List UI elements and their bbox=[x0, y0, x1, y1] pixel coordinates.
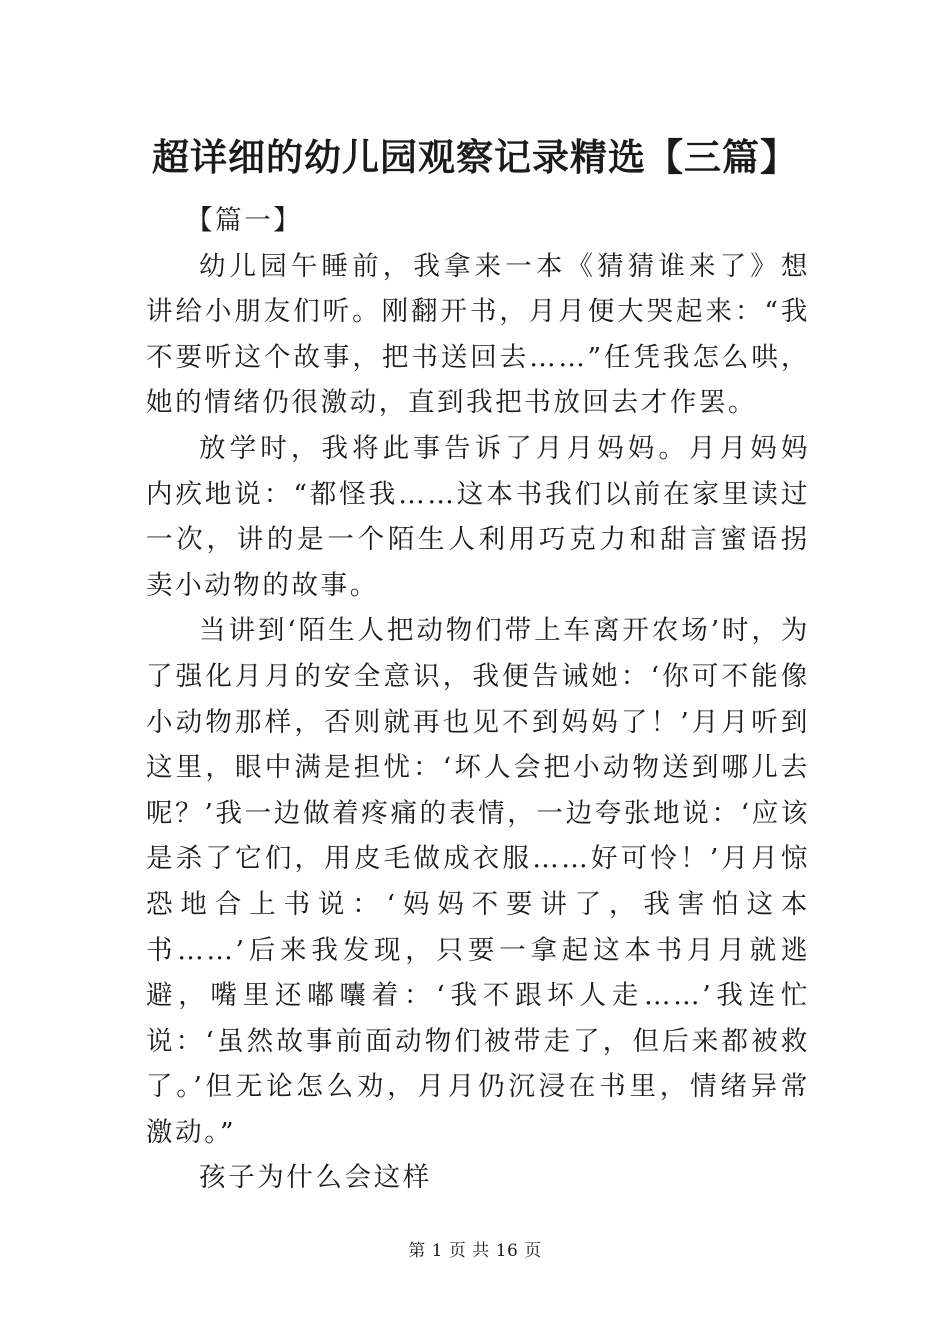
body-paragraph: 当讲到‘陌生人把动物们带上车离开农场’时，为了强化月月的安全意识，我便告诫她：‘你可不能像小动物那样，否则就再也见不到妈妈了！’月月听到这里，眼中满是担忧：‘坏人会把小动物送到哪儿去呢？’我一边做着疼痛的表情，一边夸张地说：‘应该是杀了它们，用皮毛做成衣服……好可怜！’月月惊恐地合上书说：‘妈妈不要讲了，我害怕这本书……’后来我发现，只要一拿起这本书月月就逃避，嘴里还嘟囔着：‘我不跟坏人走……’我连忙说：‘虽然故事前面动物们被带走了，但后来都被救了。’但无论怎么劝，月月仍沉浸在书里，情绪异常激动。” bbox=[146, 615, 810, 1148]
page-number-footer: 第 1 页 共 16 页 bbox=[408, 1241, 542, 1261]
document-title: 超详细的幼儿园观察记录精选【三篇】 bbox=[152, 136, 798, 179]
section-heading: 【篇一】 bbox=[186, 205, 303, 236]
body-paragraph: 孩子为什么会这样 bbox=[199, 1162, 432, 1194]
document-body bbox=[146, 198, 810, 1201]
body-paragraph: 幼儿园午睡前，我拿来一本《猜猜谁来了》想讲给小朋友们听。刚翻开书，月月便大哭起来：“我不要听这个故事，把书送回去……”任凭我怎么哄，她的情绪仍很激动，直到我把书放回去才作罢。 bbox=[146, 250, 810, 419]
body-paragraph: 放学时，我将此事告诉了月月妈妈。月月妈妈内疚地说：“都怪我……这本书我们以前在家里读过一次，讲的是一个陌生人利用巧克力和甜言蜜语拐卖小动物的故事。 bbox=[146, 432, 810, 601]
